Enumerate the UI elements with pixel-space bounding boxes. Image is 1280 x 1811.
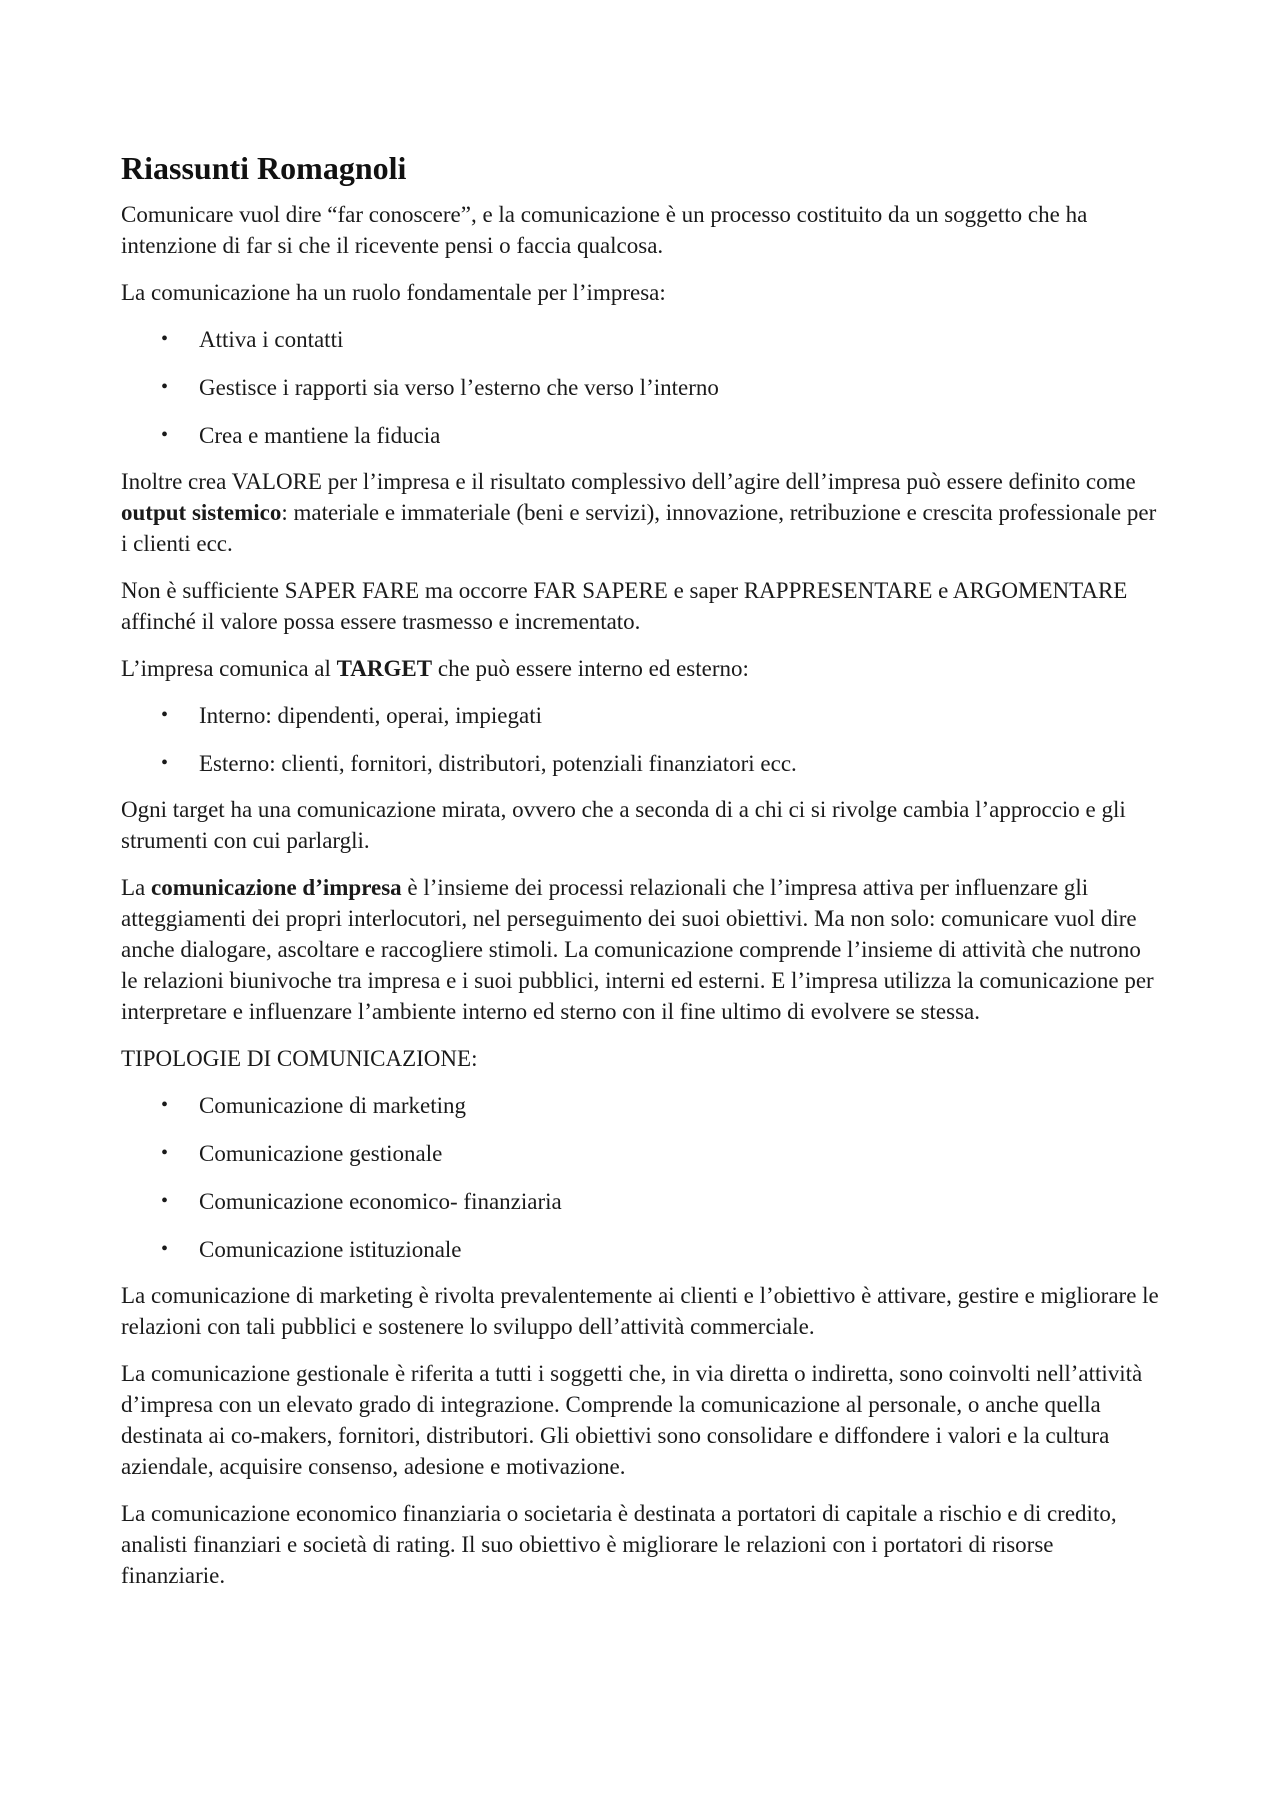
list-item: • Crea e mantiene la fiducia xyxy=(121,420,1161,451)
paragraph-marketing: La comunicazione di marketing è rivolta prevalentemente ai clienti e l’obiettivo è attivare, gestire e migliorare le relazioni con tali pubblici e sostenere lo sviluppo dell’attività commerciale. xyxy=(121,1283,1159,1339)
list-target xyxy=(121,700,1161,779)
paragraph-finanziaria: La comunicazione economico finanziaria o societaria è destinata a portatori di capitale a rischio e di credito, analisti finanziari e società di rating. Il suo obiettivo è migliorare le relazioni con i portatori di risorse finanziarie. xyxy=(121,1501,1117,1588)
bullet-icon: • xyxy=(161,704,169,726)
document-title: Riassunti Romagnoli xyxy=(121,150,407,186)
paragraph-tipologie: TIPOLOGIE DI COMUNICAZIONE: xyxy=(121,1046,478,1071)
paragraph-target-approach: Ogni target ha una comunicazione mirata, ovvero che a seconda di a chi ci si rivolge cambia l’approccio e gli strumenti con cui parlargli. xyxy=(121,797,1126,853)
bullet-icon: • xyxy=(161,752,169,774)
list-item: • Comunicazione economico- finanziaria xyxy=(121,1186,1161,1217)
paragraph-value: Inoltre crea VALORE per l’impresa e il risultato complessivo dell’agire dell’impresa può essere definito come output sistemico: materiale e immateriale (beni e servizi), innovazione, retribuzione e crescita professionale per i clienti ecc. xyxy=(121,469,1157,556)
list-item: • Attiva i contatti xyxy=(121,324,1161,355)
list-item: • Comunicazione gestionale xyxy=(121,1138,1161,1169)
list-item: • Gestisce i rapporti sia verso l’esterno che verso l’interno xyxy=(121,372,1161,403)
bullet-icon: • xyxy=(161,328,169,350)
bullet-icon: • xyxy=(161,424,169,446)
bullet-icon: • xyxy=(161,1094,169,1116)
paragraph-comunicazione-impresa: La comunicazione d’impresa è l’insieme dei processi relazionali che l’impresa attiva per influenzare gli atteggiamenti dei propri interlocutori, nel perseguimento dei suoi obiettivi. Ma non solo: comunicare vuol dire anche dialogare, ascoltare e raccogliere stimoli. La comunicazione comprende l’insieme di attività che nutrono le relazioni biunivoche tra impresa e i suoi pubblici, interni ed esterni. E l’impresa utilizza la comunicazione per interpretare e influenzare l’ambiente interno ed sterno con il fine ultimo di evolvere se stessa. xyxy=(121,875,1154,1024)
paragraph-intro: Comunicare vuol dire “far conoscere”, e la comunicazione è un processo costituito da un soggetto che ha intenzione di far si che il ricevente pensi o faccia qualcosa. xyxy=(121,202,1088,258)
paragraph-saper-fare: Non è sufficiente SAPER FARE ma occorre FAR SAPERE e saper RAPPRESENTARE e ARGOMENTARE affinché il valore possa essere trasmesso e incrementato. xyxy=(121,578,1128,634)
paragraph-gestionale: La comunicazione gestionale è riferita a tutti i soggetti che, in via diretta o indiretta, sono coinvolti nell’attività d’impresa con un elevato grado di integrazione. Comprende la comunicazione al personale, o anche quella destinata ai co-makers, fornitori, distributori. Gli obiettivi sono consolidare e diffondere i valori e la cultura aziendale, acquisire consenso, adesione e motivazione. xyxy=(121,1361,1143,1479)
bullet-icon: • xyxy=(161,1142,169,1164)
list-item: • Comunicazione istituzionale xyxy=(121,1234,1161,1265)
list-item: • Esterno: clienti, fornitori, distributori, potenziali finanziatori ecc. xyxy=(121,748,1161,779)
paragraph-target: L’impresa comunica al TARGET che può essere interno ed esterno: xyxy=(121,656,749,681)
list-item: • Comunicazione di marketing xyxy=(121,1090,1161,1121)
bullet-icon: • xyxy=(161,1190,169,1212)
bold-term: comunicazione d’impresa xyxy=(151,875,402,900)
bold-term: output sistemico xyxy=(121,500,282,525)
list-tipologie xyxy=(121,1090,1161,1265)
bold-term: TARGET xyxy=(336,656,433,681)
paragraph-role: La comunicazione ha un ruolo fondamentale per l’impresa: xyxy=(121,280,666,305)
list-item: • Interno: dipendenti, operai, impiegati xyxy=(121,700,1161,731)
bullet-icon: • xyxy=(161,376,169,398)
list-roles xyxy=(121,324,1161,451)
document-page xyxy=(121,148,1161,1607)
bullet-icon: • xyxy=(161,1238,169,1260)
